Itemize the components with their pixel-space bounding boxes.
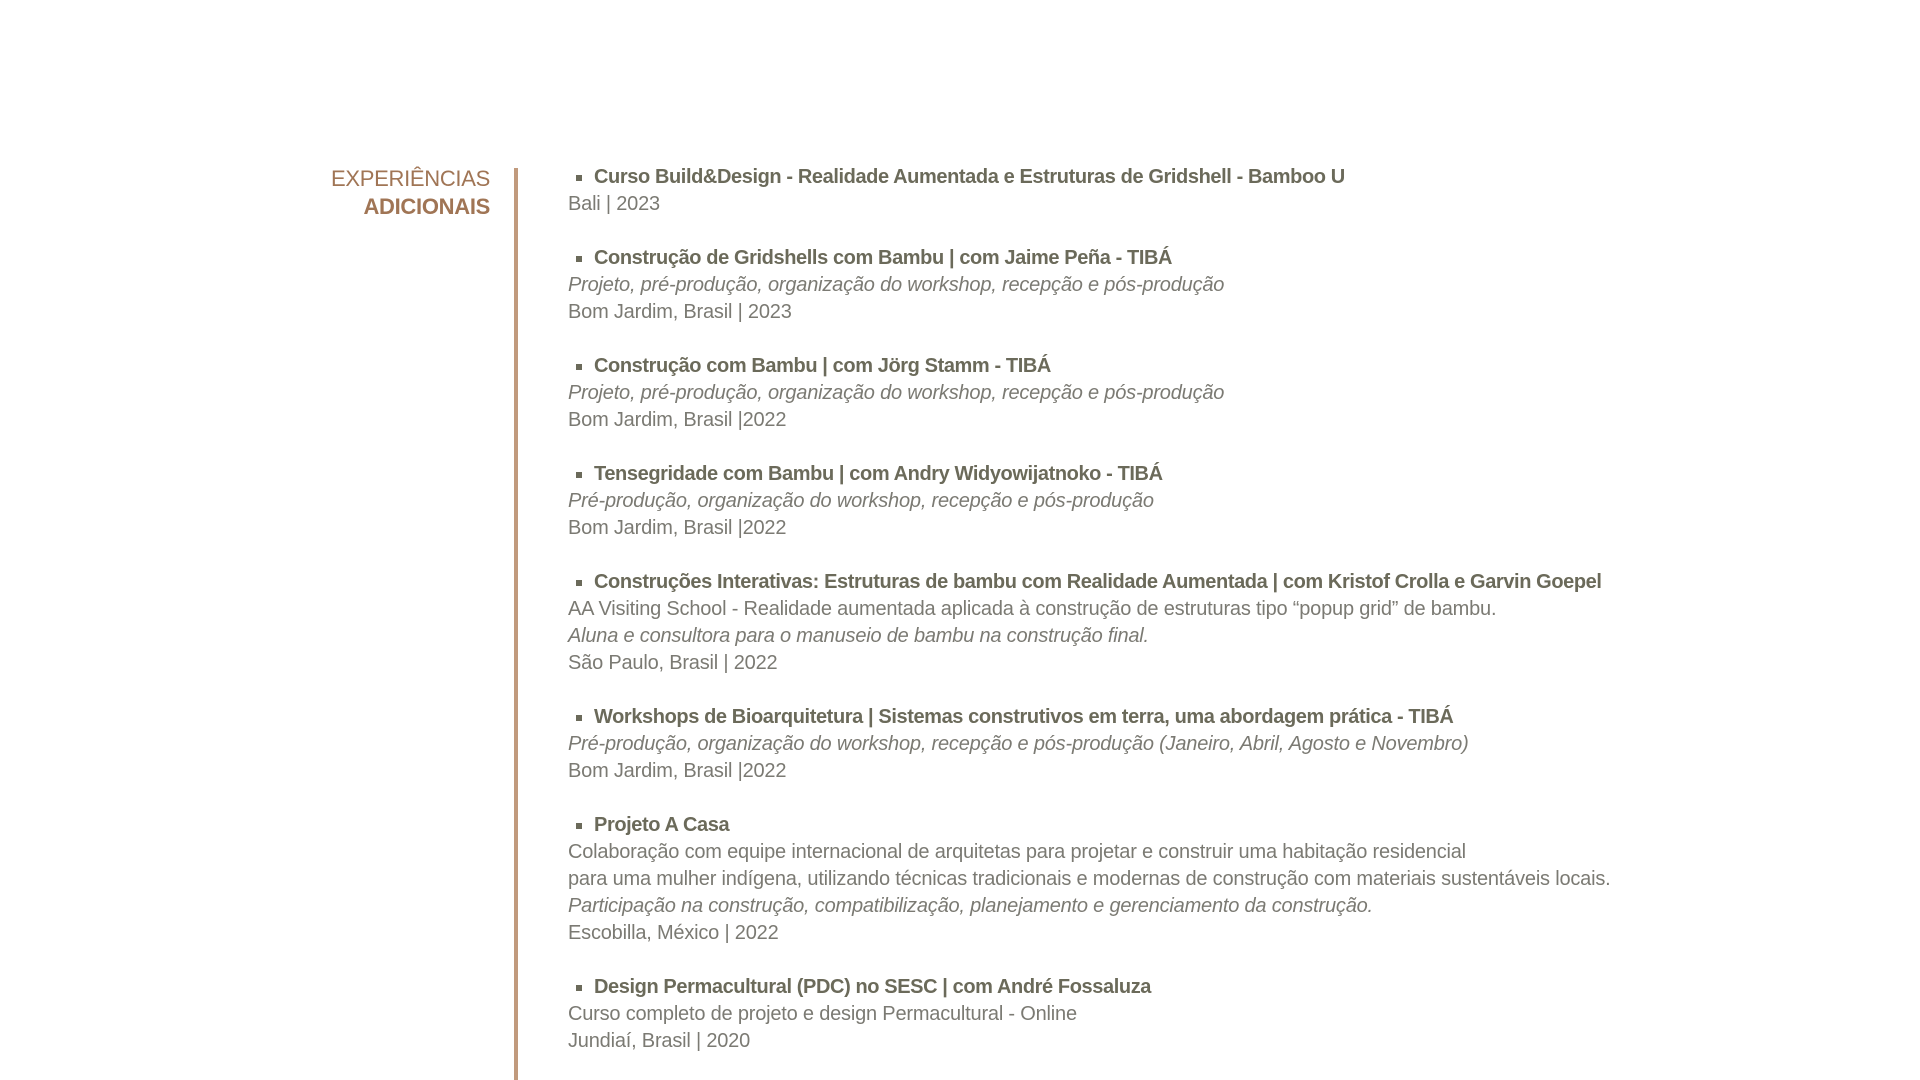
square-bullet-icon: [576, 580, 582, 586]
entry-title: [568, 812, 1888, 839]
entry-title: [568, 353, 1888, 380]
entry-title-text: Design Permacultural (PDC) no SESC | com André Fossaluza: [594, 976, 1152, 998]
experience-entry: [568, 461, 1888, 542]
entry-role-text: Pré-produção, organização do workshop, recepção e pós-produção: [568, 490, 1154, 512]
experience-entry: [568, 569, 1888, 677]
entry-title-text: Workshops de Bioarquitetura | Sistemas construtivos em terra, uma abordagem prática - TIBÁ: [594, 706, 1454, 728]
entry-detail-text: para uma mulher indígena, utilizando técnicas tradicionais e modernas de construção com materiais sustentáveis locais.: [568, 868, 1611, 890]
square-bullet-icon: [576, 985, 582, 991]
entry-title-text: Curso Build&Design - Realidade Aumentada e Estruturas de Gridshell - Bamboo U: [594, 166, 1345, 188]
entry-detail-text: Bali | 2023: [568, 193, 660, 215]
entry-detail-text: Bom Jardim, Brasil |2022: [568, 517, 787, 539]
entry-detail-text: Bom Jardim, Brasil |2022: [568, 760, 787, 782]
entry-title: [568, 569, 1888, 596]
entry-title-text: Construção de Gridshells com Bambu | com Jaime Peña - TIBÁ: [594, 247, 1173, 269]
entry-role-text: Projeto, pré-produção, organização do workshop, recepção e pós-produção: [568, 382, 1225, 404]
entry-role-text: Pré-produção, organização do workshop, recepção e pós-produção (Janeiro, Abril, Agosto e Novembro): [568, 733, 1469, 755]
entry-detail-text: Escobilla, México | 2022: [568, 922, 779, 944]
entry-title: [568, 461, 1888, 488]
entry-role-text: Aluna e consultora para o manuseio de bambu na construção final.: [568, 625, 1149, 647]
experience-entry: [568, 245, 1888, 326]
section-heading: [300, 165, 490, 221]
square-bullet-icon: [576, 472, 582, 478]
entry-title: [568, 164, 1888, 191]
section-heading-line1: EXPERIÊNCIAS: [330, 166, 490, 191]
entry-title: [568, 704, 1888, 731]
experience-entry: [568, 353, 1888, 434]
entry-title-text: Projeto A Casa: [594, 814, 730, 836]
square-bullet-icon: [576, 364, 582, 370]
square-bullet-icon: [576, 823, 582, 829]
entry-title: [568, 245, 1888, 272]
entry-role-text: Participação na construção, compatibilização, planejamento e gerenciamento da construção.: [568, 895, 1373, 917]
entry-title-text: Construções Interativas: Estruturas de bambu com Realidade Aumentada | com Kristof Crolla e Garvin Goepel: [594, 571, 1602, 593]
entry-detail-text: Bom Jardim, Brasil | 2023: [568, 301, 792, 323]
entry-title: [568, 974, 1888, 1001]
entry-detail-text: Curso completo de projeto e design Permacultural - Online: [568, 1003, 1077, 1025]
entry-detail-text: Colaboração com equipe internacional de arquitetas para projetar e construir uma habitação residencial: [568, 841, 1466, 863]
entry-role-text: Projeto, pré-produção, organização do workshop, recepção e pós-produção: [568, 274, 1225, 296]
entry-detail-text: AA Visiting School - Realidade aumentada aplicada à construção de estruturas tipo “popup grid” de bambu.: [568, 598, 1497, 620]
experience-entry: [568, 164, 1888, 218]
entry-detail-text: Jundiaí, Brasil | 2020: [568, 1030, 751, 1052]
section-heading-line2: ADICIONAIS: [363, 194, 490, 219]
experience-entry: [568, 704, 1888, 785]
square-bullet-icon: [576, 715, 582, 721]
entry-detail-text: São Paulo, Brasil | 2022: [568, 652, 778, 674]
vertical-divider: [514, 168, 518, 1080]
experience-entry: [568, 812, 1888, 947]
experience-entry: [568, 974, 1888, 1055]
entry-title-text: Tensegridade com Bambu | com Andry Widyowijatnoko - TIBÁ: [594, 463, 1163, 485]
entry-title-text: Construção com Bambu | com Jörg Stamm - TIBÁ: [594, 355, 1051, 377]
square-bullet-icon: [576, 175, 582, 181]
experience-list: [568, 164, 1888, 1080]
square-bullet-icon: [576, 256, 582, 262]
entry-detail-text: Bom Jardim, Brasil |2022: [568, 409, 787, 431]
